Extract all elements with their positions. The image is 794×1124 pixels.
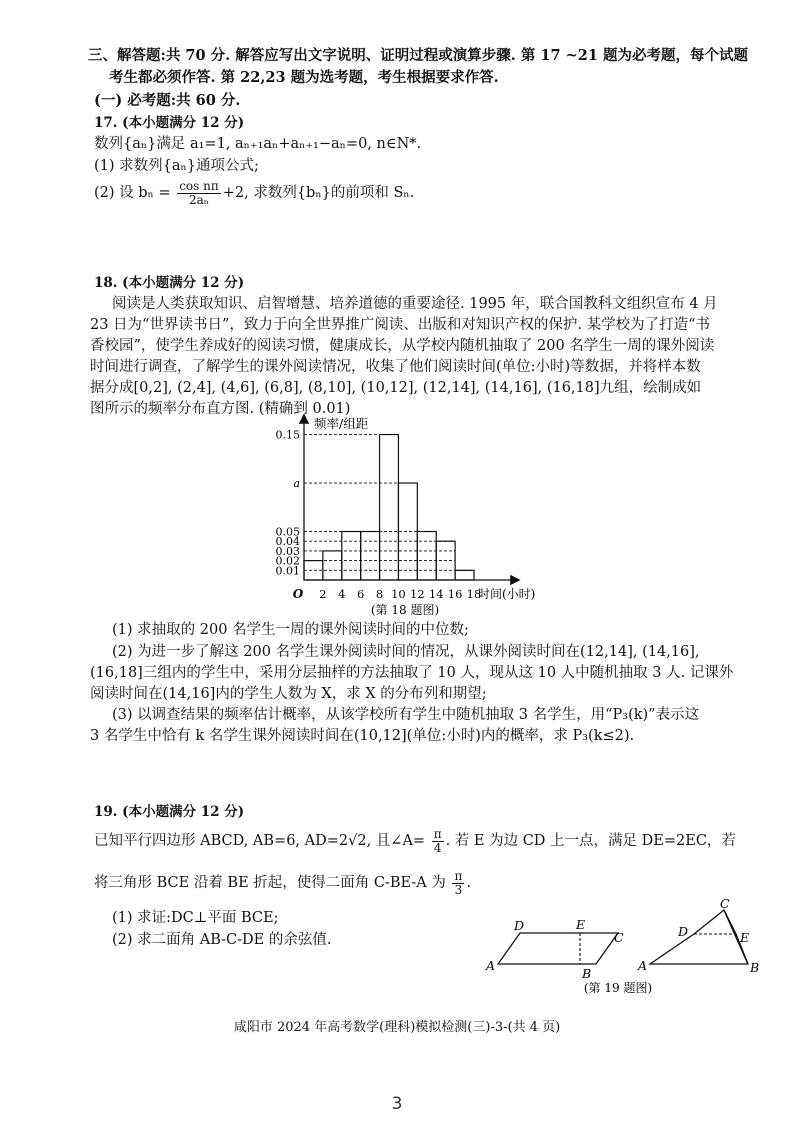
q18-paragraph-line: 图所示的频率分布直方图. (精确到 0.01) bbox=[90, 401, 351, 417]
y-tick-label: 0.15 bbox=[275, 428, 300, 442]
label-a-folded: A bbox=[638, 958, 648, 973]
folded-solid-outline bbox=[650, 910, 748, 964]
label-d-folded: D bbox=[678, 924, 689, 939]
histogram-bar bbox=[455, 570, 474, 580]
x-tick-label: 4 bbox=[338, 587, 346, 601]
label-c: C bbox=[614, 930, 624, 945]
q17-part2-prefix: (2) 设 bₙ = bbox=[94, 185, 171, 201]
q18-paragraph-line: 23 日为“世界读书日”，致力于向全世界推广阅读、出版和对知识产权的保护. 某学校为了打造“书 bbox=[90, 317, 711, 333]
q17-fraction-numerator: cos nπ bbox=[179, 178, 219, 193]
q19-stem-line2 bbox=[94, 866, 471, 900]
x-tick-label: 2 bbox=[319, 587, 327, 601]
q17-part2-suffix: +2, 求数列{bₙ}的前项和 Sₙ. bbox=[222, 185, 415, 201]
label-b-folded: B bbox=[750, 960, 760, 975]
label-e-folded: E bbox=[740, 930, 750, 945]
q19-dihedral-fraction bbox=[452, 870, 464, 897]
q18-paragraph-line: 香校园”，使学生养成好的阅读习惯，健康成长，从学校内随机抽取了 200 名学生一周的课外阅读 bbox=[90, 338, 715, 354]
q17-stem: 数列{aₙ}满足 a₁=1, aₙ₊₁aₙ+aₙ₊₁−aₙ=0, n∈N*. bbox=[94, 136, 422, 152]
q19-line1-prefix: 已知平行四边形 ABCD, AB=6, AD=2√2, 且∠A= bbox=[94, 833, 426, 849]
origin-label: O bbox=[292, 587, 304, 601]
label-e: E bbox=[576, 917, 586, 932]
y-axis-label: 频率/组距 bbox=[314, 416, 369, 431]
q17-fraction bbox=[177, 180, 221, 207]
histogram-bar bbox=[342, 532, 361, 580]
q18-part1: (1) 求抽取的 200 名学生一周的课外阅读时间的中位数; bbox=[112, 622, 469, 638]
section-instructions-line2: 考生都必须作答. 第 22,23 题为选考题，考生根据要求作答. bbox=[109, 69, 499, 86]
page-number: 3 bbox=[391, 1094, 403, 1114]
x-tick-label: 16 bbox=[447, 587, 463, 601]
q19-angle-fraction bbox=[432, 828, 444, 855]
q19-dihedral-denominator: 3 bbox=[454, 882, 463, 897]
label-d: D bbox=[514, 918, 525, 933]
histogram-bar bbox=[417, 532, 436, 580]
q19-figure-caption: (第 19 题图) bbox=[583, 981, 653, 995]
q18-part2-line: 阅读时间在(14,16]内的学生人数为 X，求 X 的分布列和期望; bbox=[90, 686, 487, 702]
label-c-folded: C bbox=[720, 898, 730, 911]
x-axis-label: 时间(小时) bbox=[478, 587, 536, 601]
q19-part1: (1) 求证:DC⊥平面 BCE; bbox=[112, 910, 279, 926]
q17-fraction-denominator: 2aₙ bbox=[188, 192, 209, 207]
q17-heading: 17. (本小题满分 12 分) bbox=[94, 115, 245, 131]
section-instructions-line1: 三、解答题:共 70 分. 解答应写出文字说明、证明过程或演算步骤. 第 17 ~21 题为必考题，每个试题 bbox=[88, 47, 748, 64]
q18-heading: 18. (本小题满分 12 分) bbox=[94, 275, 245, 291]
x-tick-label: 10 bbox=[391, 587, 406, 601]
q19-heading: 19. (本小题满分 12 分) bbox=[94, 804, 245, 820]
q18-part3-line: 3 名学生中恰有 k 名学生课外阅读时间在(10,12](单位:小时)内的概率，求 P₃(k≤2). bbox=[90, 728, 635, 744]
q19-dihedral-numerator: π bbox=[454, 868, 463, 883]
q17-part1: (1) 求数列{aₙ}通项公式; bbox=[94, 158, 259, 174]
histogram-bar bbox=[323, 551, 342, 580]
q18-paragraph-line: 据分成[0,2], (2,4], (4,6], (6,8], (8,10], (10,12], (12,14], (14,16], (16,18]九组，绘制成如 bbox=[90, 380, 702, 396]
x-tick-label: 12 bbox=[410, 587, 425, 601]
y-tick-label: a bbox=[293, 477, 300, 491]
page-footer: 咸阳市 2024 年高考数学(理科)模拟检测(三)-3-(共 4 页) bbox=[233, 1020, 561, 1035]
chart-caption: (第 18 题图) bbox=[370, 603, 440, 617]
x-tick-label: 6 bbox=[357, 587, 365, 601]
required-section-title: (一) 必考题:共 60 分. bbox=[94, 92, 241, 109]
q19-angle-denominator: 4 bbox=[433, 840, 442, 855]
q19-line1-suffix: . 若 E 为边 CD 上一点，满足 DE=2EC，若 bbox=[445, 833, 736, 849]
label-a: A bbox=[486, 958, 496, 973]
x-tick-label: 14 bbox=[428, 587, 444, 601]
x-tick-label: 18 bbox=[466, 587, 482, 601]
y-tick-label: 0.05 bbox=[275, 525, 300, 539]
q18-paragraph-line: 阅读是人类获取知识、启智增慧、培养道德的重要途径. 1995 年，联合国教科文组织宣布 4 月 bbox=[112, 296, 718, 312]
q19-stem-line1 bbox=[94, 824, 736, 858]
y-tick-label: 0.03 bbox=[275, 544, 300, 558]
q19-line2-prefix: 将三角形 BCE 沿着 BE 折起，使得二面角 C-BE-A 为 bbox=[94, 875, 446, 891]
q19-geometry-figure bbox=[478, 898, 778, 998]
x-tick-label: 8 bbox=[375, 587, 384, 601]
parallelogram-abcd bbox=[498, 933, 618, 964]
histogram-bar bbox=[361, 532, 380, 580]
q19-line2-suffix: . bbox=[466, 875, 471, 891]
y-tick-label: 0.01 bbox=[275, 564, 300, 578]
y-tick-label: 0.04 bbox=[275, 535, 300, 549]
histogram-bar bbox=[380, 435, 399, 580]
q18-part2-line: (2) 为进一步了解这 200 名学生课外阅读时间的情况，从课外阅读时间在(12,14], (14,16], bbox=[112, 644, 700, 660]
y-tick-label: 0.02 bbox=[275, 554, 300, 568]
q19-part2: (2) 求二面角 AB-C-DE 的余弦值. bbox=[112, 932, 332, 948]
q18-part3-line: (3) 以调查结果的频率估计概率，从该学校所有学生中随机抽取 3 名学生，用“P₃(k)”表示这 bbox=[112, 707, 700, 723]
q19-angle-numerator: π bbox=[433, 826, 442, 841]
q18-paragraph-line: 时间进行调查，了解学生的课外阅读情况，收集了他们阅读时间(单位:小时)等数据，并将样本数 bbox=[90, 359, 701, 375]
label-b: B bbox=[582, 966, 592, 981]
q17-part2 bbox=[94, 176, 414, 210]
frequency-histogram bbox=[260, 412, 560, 620]
q18-part2-line: (16,18]三组内的学生中，采用分层抽样的方法抽取了 10 人，现从这 10 人中随机抽取 3 人. 记课外 bbox=[90, 665, 734, 681]
